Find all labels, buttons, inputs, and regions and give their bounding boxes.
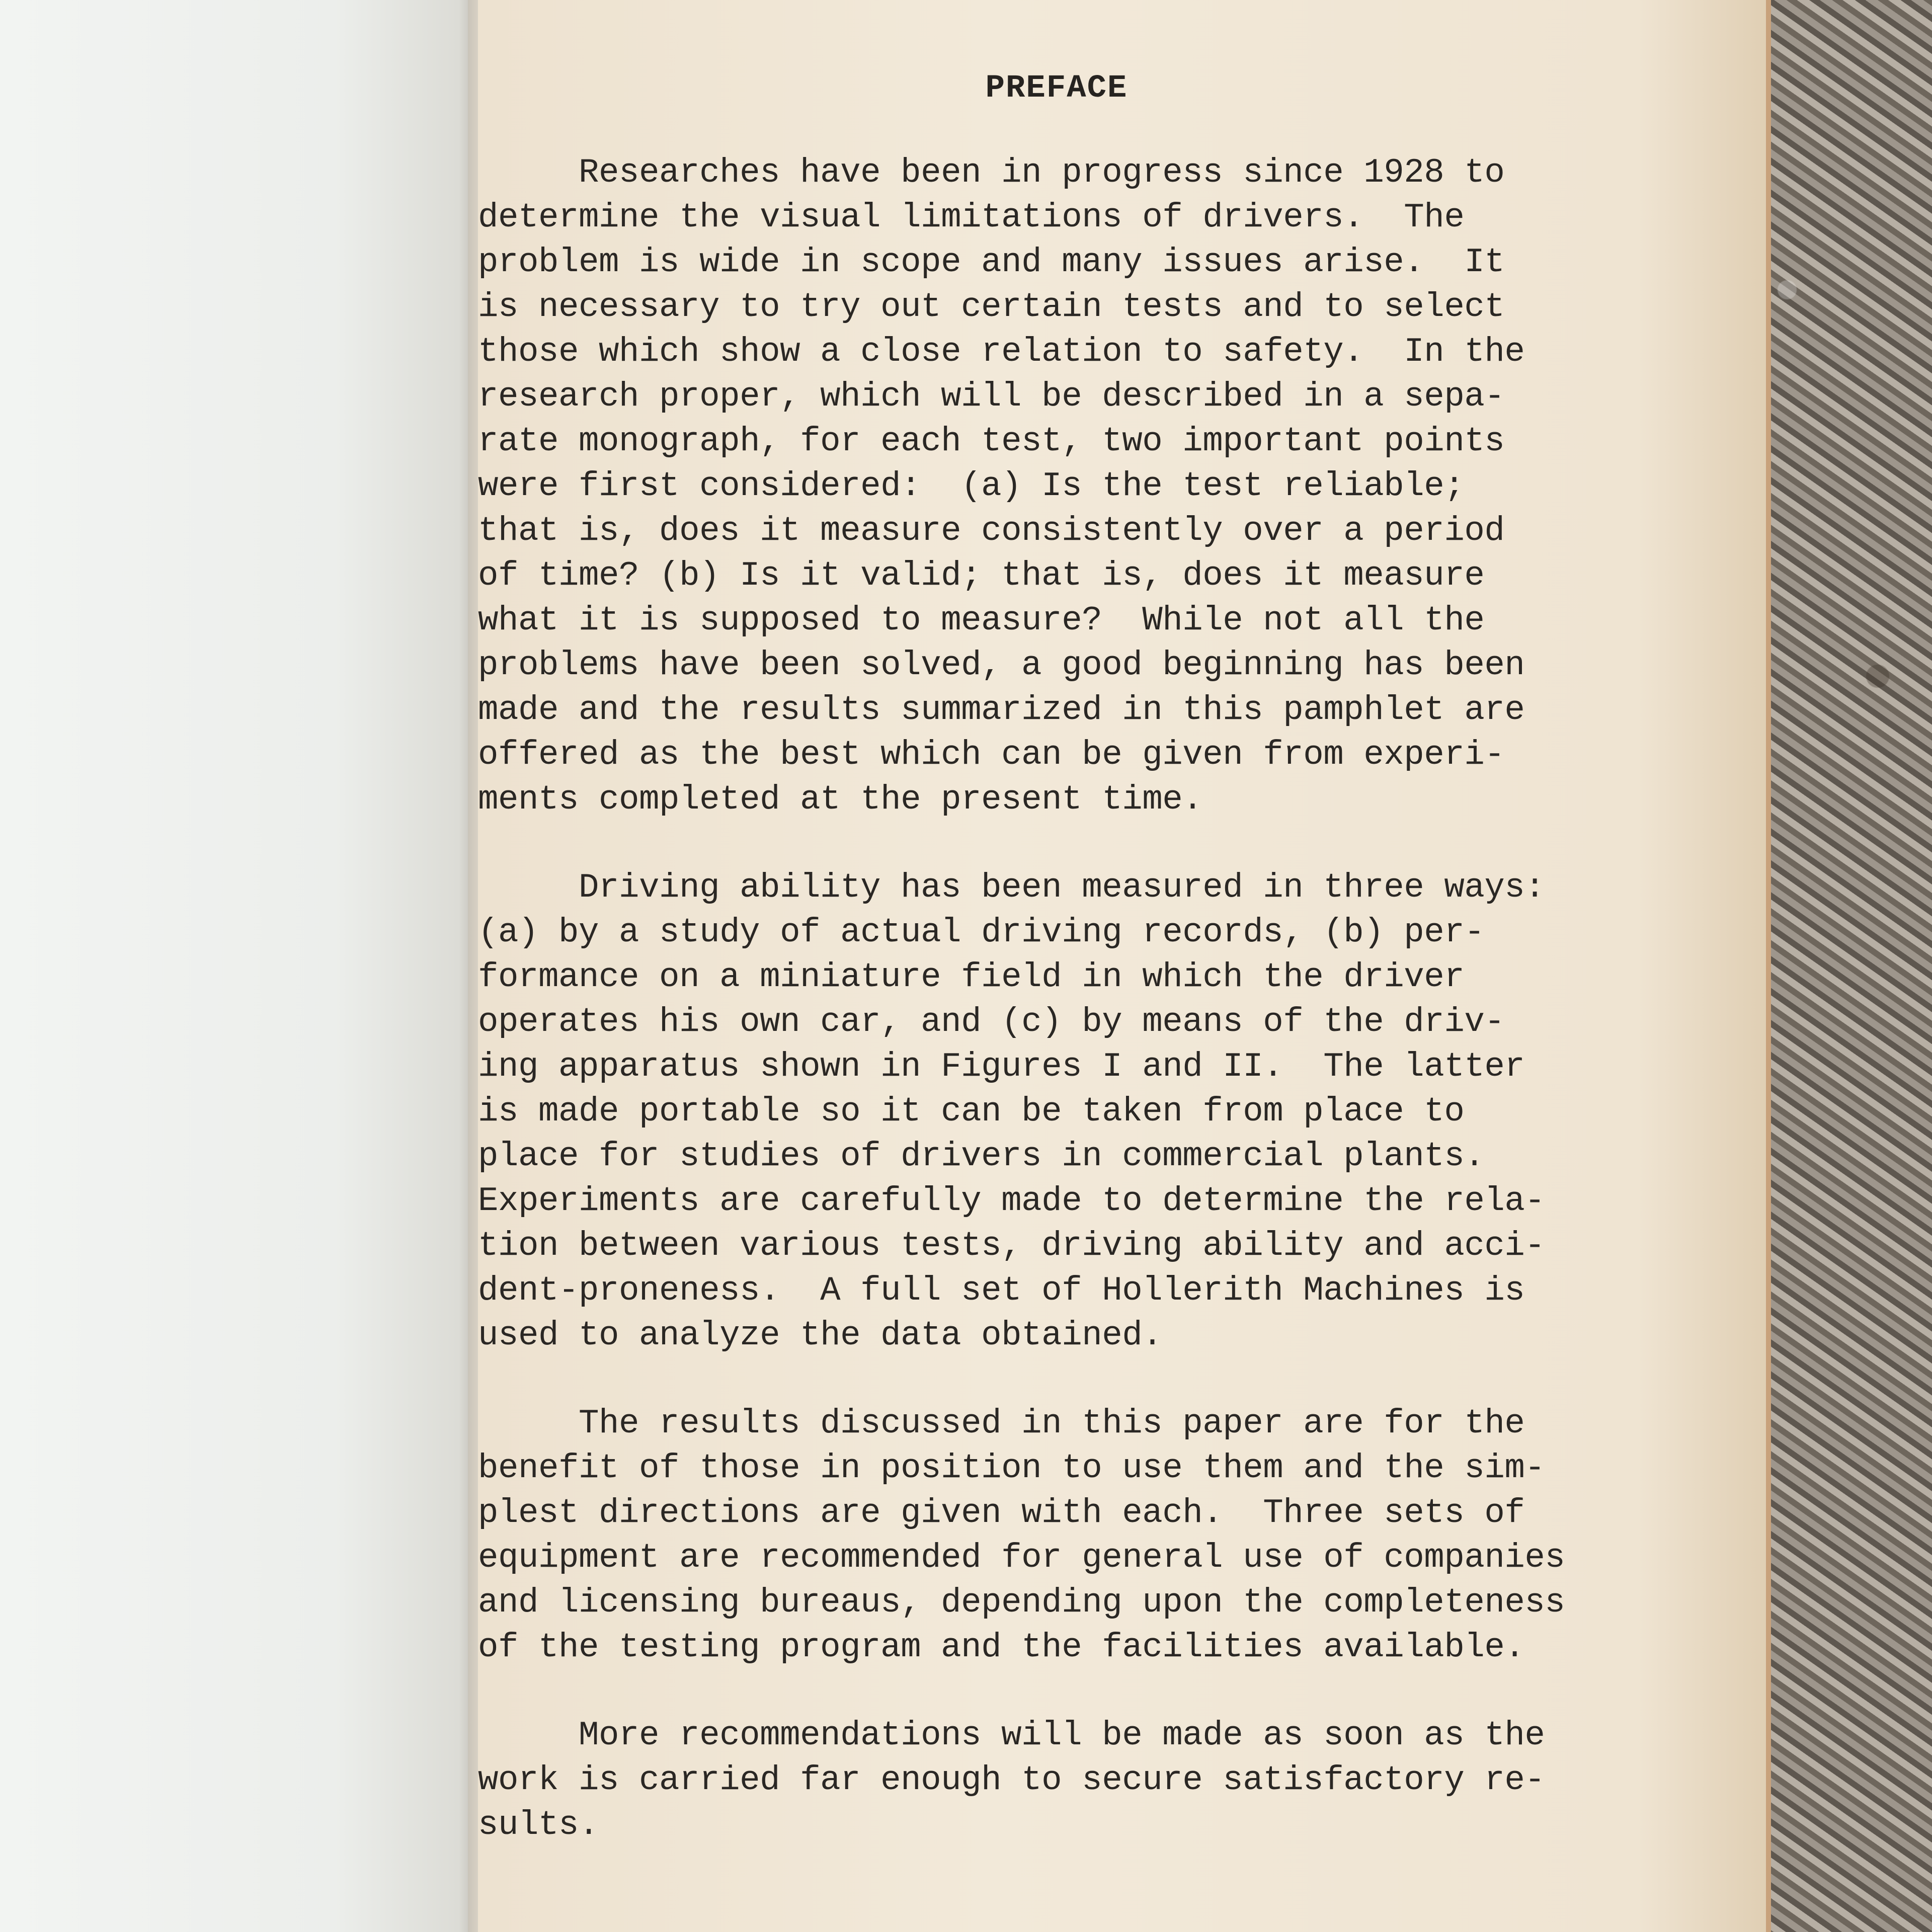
text-line: of time? (b) Is it valid; that is, does it measure xyxy=(478,557,1485,595)
paragraph-3 xyxy=(478,1402,1685,1670)
left-facing-page xyxy=(0,0,478,1932)
text-line: dent-proneness. A full set of Hollerith Machines is xyxy=(478,1272,1525,1310)
text-line: ments completed at the present time. xyxy=(478,781,1203,819)
text-line: ing apparatus shown in Figures I and II. The latter xyxy=(478,1048,1525,1086)
text-line: plest directions are given with each. Three sets of xyxy=(478,1494,1525,1533)
text-line: used to analyze the data obtained. xyxy=(478,1317,1163,1355)
text-line: is necessary to try out certain tests and to select xyxy=(478,288,1505,327)
text-line: made and the results summarized in this pamphlet are xyxy=(478,691,1525,730)
paragraph-4 xyxy=(478,1714,1685,1848)
text-line: tion between various tests, driving ability and acci- xyxy=(478,1227,1545,1265)
text-line: research proper, which will be described in a sepa- xyxy=(478,378,1505,416)
text-line: (a) by a study of actual driving records, (b) per- xyxy=(478,914,1485,952)
text-line: those which show a close relation to safety. In the xyxy=(478,333,1525,371)
text-line: operates his own car, and (c) by means of the driv- xyxy=(478,1003,1505,1041)
text-line: problem is wide in scope and many issues arise. It xyxy=(478,244,1505,282)
text-line: Driving ability has been measured in three ways: xyxy=(478,869,1545,907)
paragraph-2 xyxy=(478,866,1685,1358)
text-line: Researches have been in progress since 1928 to xyxy=(478,154,1505,192)
text-line: of the testing program and the facilities available. xyxy=(478,1629,1525,1667)
text-line: were first considered: (a) Is the test reliable; xyxy=(478,467,1465,506)
text-line: rate monograph, for each test, two important points xyxy=(478,423,1505,461)
text-line: formance on a miniature field in which the driver xyxy=(478,958,1465,997)
carpet-background xyxy=(1751,0,1932,1932)
text-line: what it is supposed to measure? While not all the xyxy=(478,602,1485,640)
text-line: benefit of those in position to use them and the sim- xyxy=(478,1450,1545,1488)
text-line: problems have been solved, a good beginning has been xyxy=(478,647,1525,685)
text-line: place for studies of drivers in commercial plants. xyxy=(478,1138,1485,1176)
text-line: sults. xyxy=(478,1806,599,1844)
page-title: PREFACE xyxy=(985,70,1128,107)
text-line: Experiments are carefully made to determine the rela- xyxy=(478,1182,1545,1221)
body-text xyxy=(478,151,1685,1891)
text-line: determine the visual limitations of drivers. The xyxy=(478,199,1465,237)
paragraph-1 xyxy=(478,151,1685,823)
text-line: and licensing bureaus, depending upon the completeness xyxy=(478,1584,1565,1622)
text-line: that is, does it measure consistently over a period xyxy=(478,512,1505,550)
text-line: is made portable so it can be taken from place to xyxy=(478,1093,1465,1131)
right-page xyxy=(478,0,1771,1932)
text-line: The results discussed in this paper are for the xyxy=(478,1405,1525,1443)
text-line: equipment are recommended for general use of companies xyxy=(478,1539,1565,1577)
text-line: work is carried far enough to secure satisfactory re- xyxy=(478,1761,1545,1800)
text-line: offered as the best which can be given from experi- xyxy=(478,736,1505,774)
text-line: More recommendations will be made as soon as the xyxy=(478,1717,1545,1755)
